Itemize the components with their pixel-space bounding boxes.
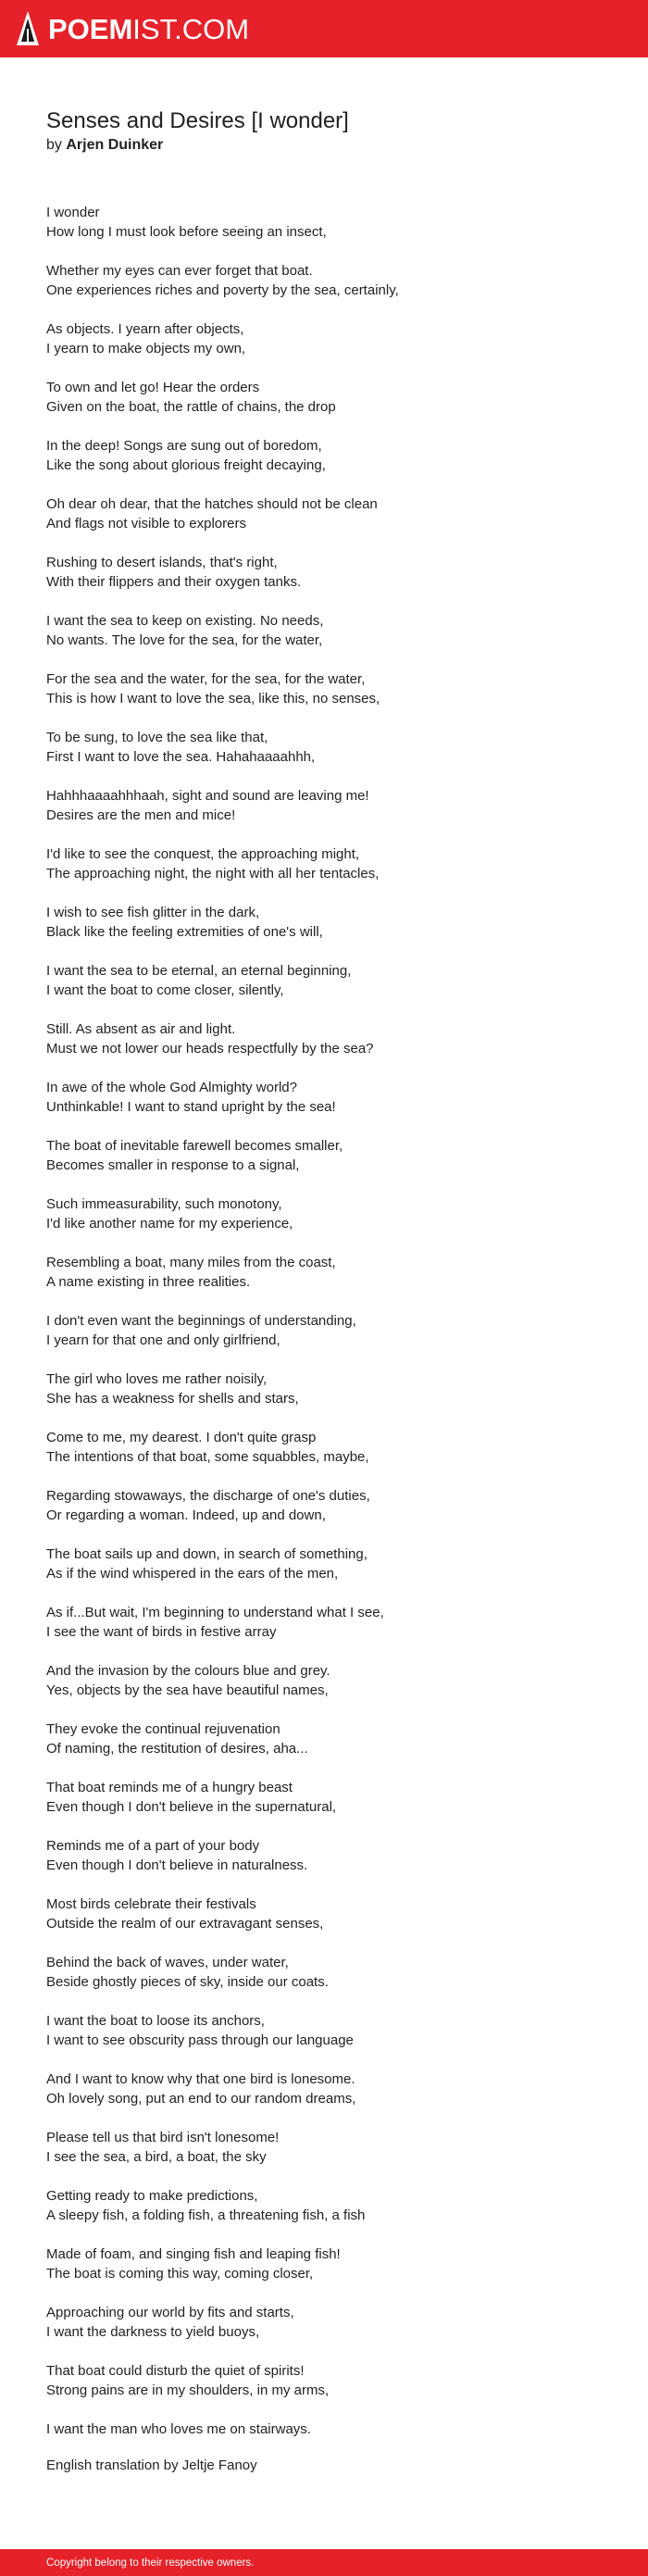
poem-line: Rushing to desert islands, that's right,	[46, 555, 278, 570]
poem-line: Or regarding a woman. Indeed, up and down,	[46, 1507, 326, 1523]
poem-line: Such immeasurability, such monotony,	[46, 1196, 282, 1212]
poem-line: Still. As absent as air and light.	[46, 1021, 236, 1037]
poem-line: I want the boat to come closer, silently,	[46, 982, 284, 998]
poem-line: Resembling a boat, many miles from the coast,	[46, 1255, 336, 1270]
poem-line: I see the sea, a bird, a boat, the sky	[46, 2148, 267, 2165]
stanza	[46, 1312, 602, 1350]
stanza	[46, 729, 602, 767]
stanza	[46, 1604, 602, 1642]
poem-line: I don't even want the beginnings of understanding,	[46, 1313, 356, 1329]
poem-line: She has a weakness for shells and stars,	[46, 1390, 299, 1407]
poem-line: Oh lovely song, put an end to our random dreams,	[46, 2090, 356, 2107]
poem-line: Unthinkable! I want to stand upright by the sea!	[46, 1098, 336, 1115]
poem-line: Black like the feeling extremities of one's will,	[46, 923, 323, 940]
stanza	[46, 845, 602, 883]
poem-line: Becomes smaller in response to a signal,	[46, 1157, 300, 1173]
poem-line: I'd like another name for my experience,	[46, 1215, 293, 1232]
poem-line: The girl who loves me rather noisily,	[46, 1371, 268, 1387]
poem-line: In awe of the whole God Almighty world?	[46, 1080, 297, 1095]
stanza	[46, 612, 602, 650]
poem-line: Of naming, the restitution of desires, aha...	[46, 1740, 308, 1757]
poem-line: I want to see obscurity pass through our language	[46, 2032, 354, 2048]
poem-line: The boat of inevitable farewell becomes smaller,	[46, 1138, 343, 1154]
poem-line: I want the sea to keep on existing. No needs,	[46, 613, 324, 629]
poem-line: And the invasion by the colours blue and grey.	[46, 1663, 330, 1679]
poem-line: Given on the boat, the rattle of chains, the drop	[46, 398, 336, 415]
poem-line: Outside the realm of our extravagant senses,	[46, 1915, 324, 1932]
poem-line: Regarding stowaways, the discharge of one's duties,	[46, 1488, 370, 1504]
poem-line: I want the man who loves me on stairways.	[46, 2421, 311, 2437]
poem-line: I wonder	[46, 205, 100, 220]
top-bar	[0, 0, 648, 57]
stanza	[46, 204, 602, 242]
stanza	[46, 1779, 602, 1817]
translation-note: English translation by Jeltje Fanoy	[46, 2457, 257, 2473]
poem-line: First I want to love the sea. Hahahaaaahhh,	[46, 748, 316, 765]
poem-line: No wants. The love for the sea, for the water,	[46, 631, 323, 648]
poem-line: Like the song about glorious freight decaying,	[46, 456, 326, 473]
byline	[46, 135, 602, 156]
poem-line: Approaching our world by fits and starts,	[46, 2305, 294, 2320]
stanza	[46, 1020, 602, 1058]
stanza	[46, 2304, 602, 2342]
poem-line: The intentions of that boat, some squabbles, maybe,	[46, 1448, 369, 1465]
poem-line: Whether my eyes can ever forget that boat.	[46, 263, 313, 279]
stanza	[46, 320, 602, 358]
stanza	[46, 379, 602, 417]
site-logo[interactable]	[15, 9, 249, 48]
poem-line: Made of foam, and singing fish and leaping fish!	[46, 2246, 341, 2262]
logo-text-bold: POEM	[48, 12, 133, 45]
poem-header	[46, 107, 602, 156]
poem-line: To own and let go! Hear the orders	[46, 380, 260, 395]
stanza	[46, 904, 602, 942]
poem-line: In the deep! Songs are sung out of boredom,	[46, 438, 322, 454]
poem-line: I wish to see fish glitter in the dark,	[46, 905, 260, 920]
poem-line: Yes, objects by the sea have beautiful names,	[46, 1682, 329, 1698]
poem-line: They evoke the continual rejuvenation	[46, 1721, 280, 1737]
poem-line: Come to me, my dearest. I don't quite grasp	[46, 1430, 317, 1445]
author-link[interactable]: Arjen Duinker	[66, 137, 164, 153]
stanza	[46, 670, 602, 708]
stanza	[46, 2420, 602, 2440]
poem-line: Please tell us that bird isn't lonesome!	[46, 2130, 280, 2145]
stanza	[46, 554, 602, 592]
logo-text-thin: IST.COM	[132, 12, 250, 45]
site-logo-text	[48, 12, 250, 45]
poem-line: I'd like to see the conquest, the approaching might,	[46, 846, 360, 862]
poem-line: Getting ready to make predictions,	[46, 2188, 258, 2204]
stanza	[46, 787, 602, 825]
stanza	[46, 2245, 602, 2283]
stanza	[46, 1662, 602, 1700]
stanza	[46, 1429, 602, 1467]
quill-nib-icon	[15, 10, 41, 47]
poem-line: The boat sails up and down, in search of something,	[46, 1546, 368, 1562]
poem-line: That boat reminds me of a hungry beast	[46, 1780, 293, 1795]
poem-line: Hahhhaaaahhhaah, sight and sound are leaving me!	[46, 788, 369, 804]
poem-line: Beside ghostly pieces of sky, inside our coats.	[46, 1973, 329, 1990]
stanza	[46, 1954, 602, 1992]
stanza	[46, 1837, 602, 1875]
stanza	[46, 2187, 602, 2225]
poem-line: A sleepy fish, a folding fish, a threatening fish, a fish	[46, 2207, 366, 2223]
stanza	[46, 962, 602, 1000]
stanza	[46, 2362, 602, 2400]
poem-line: Desires are the men and mice!	[46, 807, 236, 823]
poem-line: As objects. I yearn after objects,	[46, 321, 244, 337]
poem-line: How long I must look before seeing an insect,	[46, 223, 327, 240]
poem-line: To be sung, to love the sea like that,	[46, 730, 268, 745]
poem-line: And I want to know why that one bird is lonesome.	[46, 2071, 355, 2087]
poem-line: This is how I want to love the sea, like this, no senses,	[46, 690, 380, 707]
stanza	[46, 2012, 602, 2050]
poem-line: One experiences riches and poverty by the sea, certainly,	[46, 281, 399, 298]
poem-line: The approaching night, the night with all her tentacles,	[46, 865, 380, 882]
poem-body	[46, 204, 602, 2460]
poem-line: A name existing in three realities.	[46, 1273, 251, 1290]
poem-line: I yearn for that one and only girlfriend,	[46, 1332, 280, 1348]
poem-line: As if...But wait, I'm beginning to understand what I see,	[46, 1605, 384, 1620]
footer-bar	[0, 2549, 648, 2576]
stanza	[46, 1079, 602, 1117]
poem-line: I see the want of birds in festive array	[46, 1623, 277, 1640]
poem-line: Must we not lower our heads respectfully by the sea?	[46, 1040, 374, 1057]
poem-line: Strong pains are in my shoulders, in my arms,	[46, 2382, 330, 2398]
stanza	[46, 1487, 602, 1525]
stanza	[46, 437, 602, 475]
poem-line: And flags not visible to explorers	[46, 515, 246, 531]
stanza	[46, 1545, 602, 1583]
poem-line: Even though I don't believe in naturalness.	[46, 1857, 308, 1873]
poem-line: That boat could disturb the quiet of spirits!	[46, 2363, 305, 2379]
stanza	[46, 1254, 602, 1292]
poem-line: The boat is coming this way, coming closer,	[46, 2265, 314, 2282]
stanza	[46, 1895, 602, 1933]
stanza	[46, 1720, 602, 1758]
poem-line: With their flippers and their oxygen tanks.	[46, 573, 302, 590]
poem-line: I want the boat to loose its anchors,	[46, 2013, 265, 2029]
poem-line: Reminds me of a part of your body	[46, 1838, 260, 1854]
poem-line: Most birds celebrate their festivals	[46, 1896, 256, 1912]
poem-line: Even though I don't believe in the supernatural,	[46, 1798, 337, 1815]
stanza	[46, 495, 602, 533]
poem-title: Senses and Desires [I wonder]	[46, 108, 349, 133]
poem-line: I want the sea to be eternal, an eternal beginning,	[46, 963, 352, 979]
stanza	[46, 2070, 602, 2108]
stanza	[46, 262, 602, 300]
poem-line: I yearn to make objects my own,	[46, 340, 246, 356]
poem-line: For the sea and the water, for the sea, for the water,	[46, 671, 366, 687]
poem-line: Behind the back of waves, under water,	[46, 1955, 289, 1970]
stanza	[46, 1195, 602, 1233]
by-prefix: by	[46, 137, 62, 153]
stanza	[46, 2129, 602, 2167]
stanza	[46, 1370, 602, 1408]
poem-line: Oh dear oh dear, that the hatches should not be clean	[46, 496, 378, 512]
copyright-text: Copyright belong to their respective owners.	[46, 2557, 255, 2569]
stanza	[46, 1137, 602, 1175]
poem-line: As if the wind whispered in the ears of the men,	[46, 1565, 339, 1582]
poem-line: I want the darkness to yield buoys,	[46, 2323, 260, 2340]
